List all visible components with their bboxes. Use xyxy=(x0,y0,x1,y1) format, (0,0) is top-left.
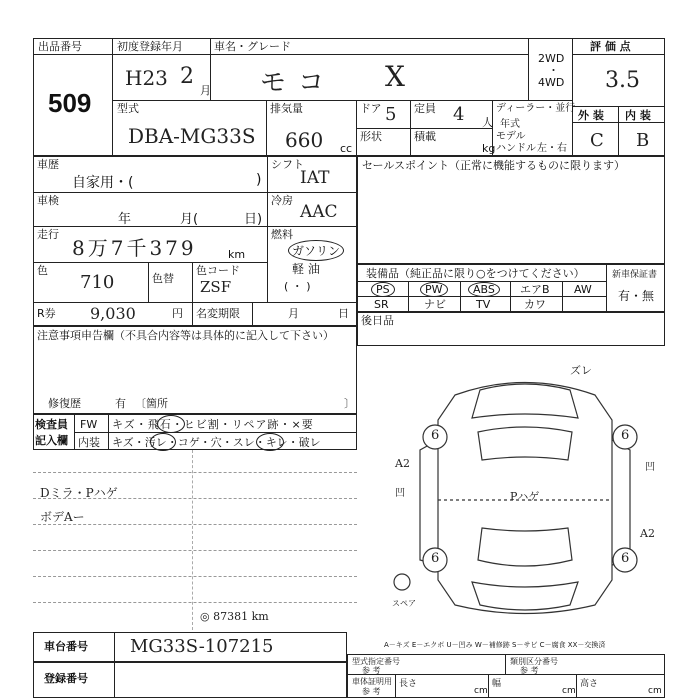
mileage-label: 走行 xyxy=(37,228,59,241)
chassis-label: 車台番号 xyxy=(44,640,88,653)
recycle-value: 9,030 xyxy=(90,304,136,323)
displacement-label: 排気量 xyxy=(270,102,303,115)
certificate-sub: 参 考 xyxy=(362,687,381,696)
type-label: 型式 xyxy=(117,102,139,115)
odometer-reading: ◎ 87381 km xyxy=(200,610,269,623)
type-spec-label: 型式指定番号 xyxy=(352,657,400,666)
tire-rear-left-value: 6 xyxy=(431,551,440,566)
note-line-1: Dミラ・Pハゲ xyxy=(40,486,118,500)
displacement: 660 xyxy=(285,128,324,152)
fuel-label: 燃料 xyxy=(271,228,293,241)
length-unit: cm xyxy=(474,686,488,696)
warranty-label: 新車保証書 xyxy=(612,270,658,280)
name-change-label: 名変期限 xyxy=(196,307,240,320)
wd-separator: ・ xyxy=(548,64,559,77)
color-label: 色 xyxy=(37,264,48,277)
class-label: 類別区分番号 xyxy=(510,657,558,666)
aircon-label: 冷房 xyxy=(271,194,293,207)
fuel-gasoline: ガソリン xyxy=(288,240,344,261)
history-close: ) xyxy=(256,172,262,188)
lot-number: 509 xyxy=(48,88,92,118)
fuel-diesel: 軽 油 xyxy=(292,262,320,276)
equip-sr: SR xyxy=(374,298,389,311)
equip-airbag: エアB xyxy=(520,283,550,296)
spare-tire xyxy=(394,574,410,590)
capacity: 4 xyxy=(453,104,465,125)
equip-ps: PS xyxy=(371,282,395,297)
name-change-month: 月 xyxy=(288,307,299,320)
length-label: 長さ xyxy=(399,679,418,689)
exterior-label: 外 装 xyxy=(578,109,604,122)
warranty-value: 有・無 xyxy=(618,289,655,303)
name-change-day: 日 xyxy=(338,307,349,320)
entry-label: 記入欄 xyxy=(35,434,68,447)
dealer-label: ディーラー・並行 xyxy=(496,103,576,114)
sales-point-box xyxy=(357,156,665,264)
score-label: 評 価 点 xyxy=(590,40,631,53)
score: 3.5 xyxy=(605,68,640,93)
height-unit: cm xyxy=(648,686,662,696)
capacity-label: 定員 xyxy=(414,102,436,115)
equip-pw: PW xyxy=(420,282,448,297)
a2-left-mark: A2 xyxy=(395,457,410,470)
interior-label: 内 装 xyxy=(625,109,651,122)
shift-label: シフト xyxy=(271,158,304,171)
color-value: 710 xyxy=(80,272,115,293)
year-label: 年式 xyxy=(500,119,520,130)
displacement-unit: cc xyxy=(340,142,353,155)
vehicle-type: DBA-MG33S xyxy=(128,124,256,148)
later-items-label: 後日品 xyxy=(361,314,394,327)
dent-right-mark: 凹 xyxy=(645,462,655,473)
type-spec-sub: 参 考 xyxy=(362,666,381,675)
first-reg-label: 初度登録年月 xyxy=(117,40,183,53)
dent-left-mark: 凹 xyxy=(395,488,405,499)
history-value: 自家用・( xyxy=(72,175,134,191)
zure-mark: ズレ xyxy=(570,364,592,377)
first-reg-era: H23 xyxy=(125,66,168,90)
mileage-unit: km xyxy=(228,248,246,261)
handle-lr: 左・右 xyxy=(537,143,567,154)
2wd-label: 2WD xyxy=(538,52,565,65)
repair-label: 修復歴 xyxy=(48,397,81,410)
tire-front-left-value: 6 xyxy=(431,428,440,443)
exterior-grade: C xyxy=(590,130,604,151)
interior-grade: B xyxy=(636,130,650,151)
repair-location: 〔箇所 xyxy=(135,397,168,410)
shift-value: IAT xyxy=(300,168,330,188)
fuel-other: ( ・ ) xyxy=(284,280,311,293)
equip-leather: カワ xyxy=(524,298,546,311)
paint-peel-mark: Pハゲ xyxy=(510,490,540,503)
tire-rear-right-value: 6 xyxy=(621,551,630,566)
capacity-unit: 人 xyxy=(482,116,493,129)
inspector-label: 検査員 xyxy=(35,418,68,431)
equip-aw: AW xyxy=(574,283,592,296)
interior-check-label: 内装 xyxy=(78,436,100,449)
equip-abs: ABS xyxy=(468,282,500,297)
color-code: ZSF xyxy=(200,278,232,296)
door-label: ドア xyxy=(360,102,382,115)
history-label: 車歴 xyxy=(37,158,59,171)
fw-chip-circle xyxy=(157,415,185,433)
inspection-day: 日) xyxy=(244,212,263,227)
model-name-label: 車名・グレード xyxy=(214,40,291,53)
notes-label: 注意事項申告欄（不具合内容等は具体的に記入して下さい） xyxy=(37,329,334,342)
shape-label: 形状 xyxy=(360,130,382,143)
width-label: 幅 xyxy=(492,679,502,689)
model-year-label: モデル xyxy=(496,131,526,142)
recycle-unit: 円 xyxy=(172,307,183,320)
door-count: 5 xyxy=(385,104,397,125)
4wd-label: 4WD xyxy=(538,76,565,89)
inspection-year: 年 xyxy=(118,212,132,227)
equip-navi: ナビ xyxy=(424,298,446,311)
later-items-box xyxy=(357,312,665,346)
fw-check-items: キズ・飛石・ヒビ割・リペア跡・×要 xyxy=(112,418,314,431)
repaint-label: 色替 xyxy=(152,272,174,285)
first-reg-month: 2 xyxy=(180,64,194,89)
grade: X xyxy=(385,60,405,93)
load-unit: kg xyxy=(482,142,496,155)
equipment-label: 装備品（純正品に限り○をつけてください） xyxy=(366,267,585,280)
sales-point-label: セールスポイント（正常に機能するものに限ります） xyxy=(362,159,626,172)
note-line-2: ボデAー xyxy=(40,510,85,524)
inspection-label: 車検 xyxy=(37,194,59,207)
width-unit: cm xyxy=(562,686,576,696)
handle-label: ハンドル xyxy=(496,143,536,154)
interior-check-items: キズ・汚レ・コゲ・穴・スレ・キレ・破レ xyxy=(112,436,321,449)
height-label: 高さ xyxy=(580,679,599,689)
spare-tire-label: スペア xyxy=(392,599,416,608)
chassis-number: MG33S-107215 xyxy=(130,636,274,657)
repair-location-close: 〕 xyxy=(344,397,355,410)
repair-value: 有 xyxy=(115,397,126,410)
a2-right-mark: A2 xyxy=(640,527,655,540)
damage-legend: A－キズ E－エクボ U－凹み W－補修跡 S－サビ C－腐食 XX－交換済 xyxy=(384,641,606,649)
class-sub: 参 考 xyxy=(520,666,539,675)
reg-label: 登録番号 xyxy=(44,672,88,685)
dirt-circle xyxy=(150,433,176,451)
inspection-month: 月( xyxy=(180,212,199,227)
lot-number-label: 出品番号 xyxy=(38,40,82,53)
recycle-label: R券 xyxy=(37,307,56,320)
scuff-circle xyxy=(256,433,284,451)
load-label: 積載 xyxy=(414,130,436,143)
first-reg-unit: 月 xyxy=(200,84,211,97)
certificate-label: 車体証明用 xyxy=(352,677,392,686)
aircon-value: AAC xyxy=(300,202,338,222)
mileage-value: 8万7千379 xyxy=(72,236,197,260)
tire-front-right-value: 6 xyxy=(621,428,630,443)
equip-tv: TV xyxy=(476,298,491,311)
model-name: モコ xyxy=(260,68,337,98)
color-code-label: 色コード xyxy=(196,264,240,277)
fw-label: FW xyxy=(80,418,98,431)
